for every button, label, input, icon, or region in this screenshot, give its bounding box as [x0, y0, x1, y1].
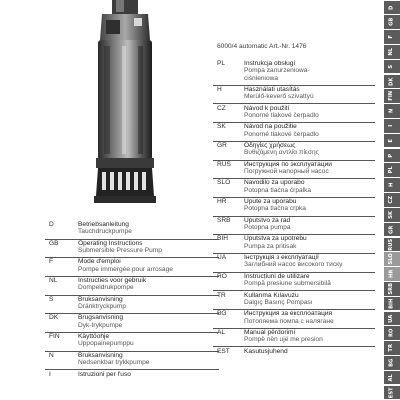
language-tab-bih[interactable] [384, 297, 400, 311]
language-tab-tr[interactable] [384, 341, 400, 355]
language-code: CZ [217, 104, 226, 112]
language-tab-label: TR [388, 344, 395, 352]
language-entry-dk [49, 314, 209, 329]
manual-title: Bruksanvisning [78, 351, 123, 359]
manual-title: Kasutusjuhend [244, 347, 288, 355]
product-description: Pompë nën ujë me presion [244, 336, 323, 344]
product-description: Uppopainepumppu [78, 340, 134, 348]
language-tab-gb[interactable] [384, 15, 400, 29]
product-description: Ponorné tlakové čerpadlo [244, 111, 319, 119]
product-description: Заглибний насос високого тиску [244, 261, 343, 269]
language-tab-est[interactable] [384, 386, 400, 400]
product-description: Nedsenkbar trykkpumpe [78, 359, 150, 367]
language-entry-f [49, 258, 209, 273]
language-code: N [49, 351, 54, 359]
language-entry-ro [217, 273, 365, 288]
language-tab-label: GR [388, 225, 395, 234]
language-entry-cz [217, 105, 365, 120]
language-code: EST [217, 347, 230, 355]
product-description: ciśnieniowa [244, 74, 279, 82]
language-tab-label: RUS [388, 238, 395, 251]
language-tab-label: CZ [388, 196, 395, 204]
language-code: GR [217, 142, 227, 150]
language-entry-i [49, 371, 209, 378]
manual-title: Uputstva za upotrebu [244, 235, 307, 243]
product-description: Погружной напорный насос [244, 168, 329, 176]
language-entry-gb [49, 240, 209, 255]
language-tab-srb[interactable] [384, 282, 400, 296]
language-list-left [49, 221, 209, 382]
manual-title: Návod k použití [244, 104, 290, 112]
language-tab-label: FIN [388, 91, 395, 102]
language-entry-ua [217, 254, 365, 269]
language-tab-gr[interactable] [384, 223, 400, 237]
product-description: Submersible Pressure Pump [78, 246, 162, 254]
model-number: 6000/4 automatic Art.-Nr. 1476 [217, 43, 307, 50]
language-code: RUS [217, 160, 231, 168]
language-tab-label: EST [388, 387, 395, 398]
manual-title: Instrucțiuni de utilizare [244, 272, 310, 280]
manual-title: Návod na použitie [244, 123, 297, 131]
language-entry-al [217, 329, 365, 344]
language-entry-srb [217, 217, 365, 232]
language-tab-label: UA [388, 314, 395, 323]
language-tab-e[interactable] [384, 134, 400, 148]
language-code: SK [217, 123, 226, 131]
language-entry-d [49, 221, 209, 236]
language-code: S [49, 295, 54, 303]
product-description: Pumpa za pritisak [244, 242, 297, 250]
language-tab-cz[interactable] [384, 193, 400, 207]
language-code: AL [217, 328, 226, 336]
product-description: Potopna tlačna crpka [244, 205, 306, 213]
manual-title: Uputstvo za rad [244, 216, 291, 224]
manual-title: Käyttöohje [78, 333, 110, 341]
language-code: UA [217, 254, 227, 262]
language-entry-nl [49, 277, 209, 292]
language-tab-hr[interactable] [384, 267, 400, 281]
language-tab-sk[interactable] [384, 208, 400, 222]
language-entry-bg [217, 310, 365, 325]
language-tab-n[interactable] [384, 104, 400, 118]
product-description: Tauchdruckpumpe [78, 228, 132, 236]
product-description: Dalgıç Basınç Pompası [244, 298, 313, 306]
language-tab-label: D [388, 5, 395, 10]
product-description: Βυθιζόμενη αντλία πίεσης [244, 149, 319, 157]
product-description: Pompă presiune submersibilă [244, 280, 331, 288]
language-entry-hr [217, 198, 365, 213]
product-description: Merülő-keverő szivattyú [244, 93, 314, 101]
language-tab-label: SRB [388, 282, 395, 295]
manual-title: Bruksanvisning [78, 295, 123, 303]
language-code: DK [49, 314, 59, 322]
language-code: D [49, 221, 54, 228]
language-tab-label: GB [388, 18, 395, 27]
manual-title: Mode d'emploi [78, 258, 121, 266]
language-tab-label: P [388, 153, 395, 158]
language-tab-label: H [388, 182, 395, 188]
language-entry-rus [217, 161, 365, 176]
language-tab-f[interactable] [384, 30, 400, 44]
language-code: RO [217, 272, 227, 280]
language-tab-label: AL [388, 374, 395, 382]
manual-title: Instrukcja obsługi [244, 60, 295, 67]
language-tab-pl[interactable] [384, 163, 400, 177]
language-tab-slo[interactable] [384, 252, 400, 266]
language-code: PL [217, 60, 226, 67]
language-tab-strip [383, 0, 400, 400]
product-description: Dompeldrukpompe [78, 284, 134, 292]
language-code: FIN [49, 333, 60, 341]
language-code: H [217, 85, 222, 93]
manual-title: Instructies voor gebruik [78, 277, 147, 285]
language-entry-bih [217, 235, 365, 250]
manual-title: Інструкція з експлуатації [244, 254, 319, 262]
language-tab-dk[interactable] [384, 75, 400, 89]
product-description: Dränktryckpump [78, 303, 127, 311]
language-tab-label: BIH [388, 298, 395, 309]
language-entry-sk [217, 123, 365, 138]
language-tab-fin[interactable] [384, 89, 400, 103]
manual-title: Kullanma Kılavuzu [244, 291, 299, 299]
language-tab-label: RO [388, 329, 395, 338]
language-code: NL [49, 277, 58, 285]
language-code: SLO [217, 179, 231, 187]
language-entry-n [49, 352, 209, 367]
language-tab-s[interactable] [384, 60, 400, 74]
language-tab-al[interactable] [384, 371, 400, 385]
language-tab-label: BG [388, 358, 395, 367]
manual-title: Istruzioni per l'uso [78, 370, 131, 378]
language-entry-est [217, 348, 365, 355]
product-description: Dyk-trykpumpe [78, 321, 123, 329]
language-code: TR [217, 291, 226, 299]
language-tab-label: N [388, 108, 395, 114]
pump-drawing [80, 0, 170, 210]
language-tab-label: SLO [388, 253, 395, 265]
product-description: Pompe immergée pour arrosage [78, 265, 173, 273]
manual-title: Brugsanvisning [78, 314, 124, 322]
language-tab-nl[interactable] [384, 45, 400, 59]
language-code: I [49, 370, 51, 378]
manual-title: Betriebsanleitung [78, 221, 129, 228]
language-entry-s [49, 296, 209, 311]
language-tab-i[interactable] [384, 119, 400, 133]
language-tab-label: E [388, 138, 395, 143]
language-entry-h [217, 86, 365, 101]
language-entry-slo [217, 179, 365, 194]
pump-illustration [80, 0, 170, 210]
language-tab-ro[interactable] [384, 326, 400, 340]
manual-title: Инструкция по эксплуатации [244, 160, 332, 168]
language-entry-pl [217, 60, 365, 82]
language-tab-p[interactable] [384, 149, 400, 163]
product-description: Potopna pumpa [244, 224, 291, 232]
language-code: BIH [217, 235, 228, 243]
language-tab-label: SK [388, 210, 395, 219]
manual-title: Οδηγίες χρήσεως [244, 142, 296, 150]
language-tab-label: DK [388, 77, 395, 86]
language-tab-h[interactable] [384, 178, 400, 192]
language-code: SRB [217, 216, 231, 224]
language-entry-fin [49, 333, 209, 348]
manual-title: Használati utasítás [244, 85, 300, 93]
product-description: Ponorné tlakové čerpadlo [244, 130, 319, 138]
language-code: BG [217, 310, 227, 318]
language-tab-label: NL [388, 47, 395, 56]
manual-title: Operating Instructions [78, 239, 143, 247]
product-description: Потопяема помпа с налягане [244, 317, 334, 325]
language-tab-label: S [388, 64, 395, 69]
language-entry-gr [217, 142, 365, 157]
language-tab-label: PL [388, 166, 395, 174]
language-entry-tr [217, 292, 365, 307]
language-tab-label: F [388, 35, 395, 39]
product-description: Pompa zanurzeniowa- [244, 67, 310, 75]
language-tab-d[interactable] [384, 1, 400, 15]
language-tab-bg[interactable] [384, 356, 400, 370]
language-code: GB [49, 239, 59, 247]
language-tab-ua[interactable] [384, 312, 400, 326]
language-code: F [49, 258, 54, 266]
language-tab-rus[interactable] [384, 238, 400, 252]
manual-title: Navodilo za uporabo [244, 179, 305, 187]
manual-title: Инструкция за експлоатация [244, 310, 333, 318]
manual-title: Upute za uporabu [244, 198, 297, 206]
manual-title: Manual përdorimi [244, 328, 295, 336]
language-list-right [217, 60, 365, 359]
product-description: Potopna tlačna črpalka [244, 186, 312, 194]
language-code: HR [217, 198, 227, 206]
language-tab-label: HR [388, 269, 395, 279]
language-tab-label: I [388, 124, 395, 127]
